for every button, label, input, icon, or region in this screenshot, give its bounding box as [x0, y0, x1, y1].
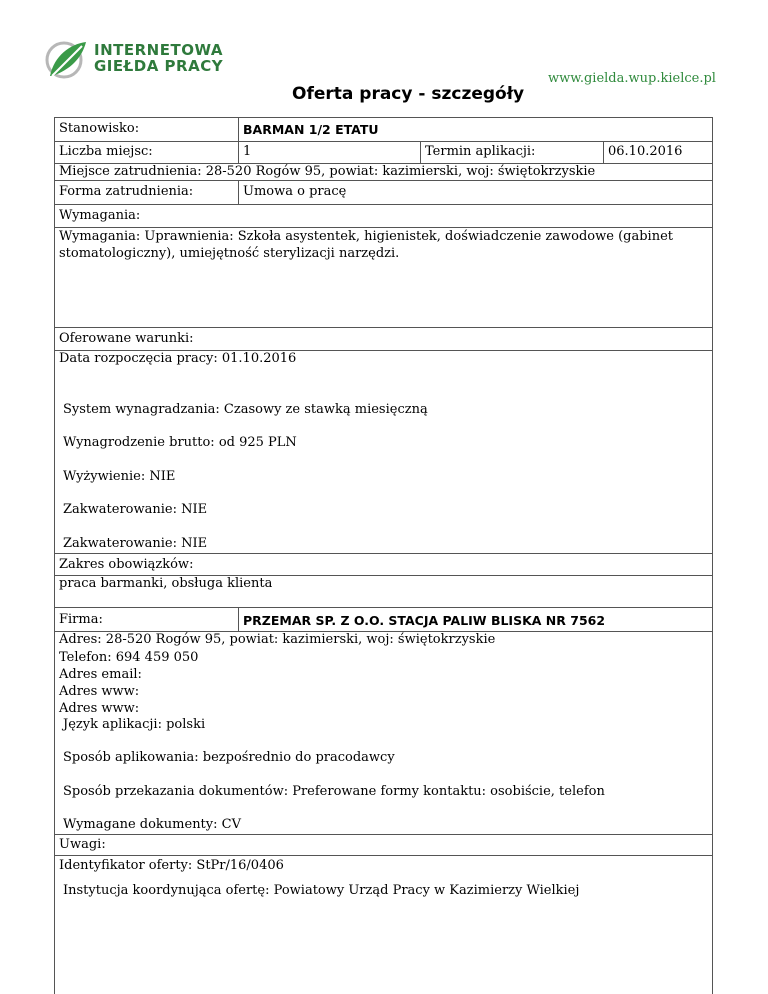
logo-line1: INTERNETOWA [94, 41, 223, 59]
uwagi-label: Uwagi: [59, 837, 106, 852]
liczba-value: 1 [243, 144, 252, 159]
warunki-label: Oferowane warunki: [59, 331, 194, 346]
col-divider [420, 141, 421, 163]
identyfikator-oferty: Identyfikator oferty: StPr/16/0406 [59, 858, 284, 873]
row-divider [54, 607, 713, 608]
wymagania-line2: stomatologiczny), umiejętność sterylizacji narzędzi. [59, 246, 400, 261]
row-divider [54, 855, 713, 856]
logo [42, 36, 242, 86]
forma-label: Forma zatrudnienia: [59, 184, 194, 199]
wyzywienie: Wyżywienie: NIE [63, 469, 176, 484]
firma-www: Adres www: [59, 701, 140, 716]
zakres-label: Zakres obowiązków: [59, 557, 194, 572]
forma-value: Umowa o pracę [243, 184, 347, 199]
firma-value: PRZEMAR SP. Z O.O. STACJA PALIW BLISKA NR 7562 [243, 613, 606, 628]
row-divider [54, 204, 713, 205]
firma-www: Adres www: [59, 684, 140, 699]
data-rozpoczecia: Data rozpoczęcia pracy: 01.10.2016 [59, 351, 297, 366]
sposob-przekazania: Sposób przekazania dokumentów: Preferowane formy kontaktu: osobiście, telefon [63, 784, 605, 799]
site-url[interactable]: www.gielda.wup.kielce.pl [548, 71, 716, 86]
col-divider [238, 180, 239, 204]
termin-value: 06.10.2016 [608, 144, 683, 159]
row-divider [54, 553, 713, 554]
jezyk-aplikacji: Język aplikacji: polski [63, 717, 206, 732]
row-divider [54, 141, 713, 142]
stanowisko-value: BARMAN 1/2 ETATU [243, 122, 379, 137]
row-divider [54, 117, 713, 118]
firma-email: Adres email: [59, 667, 142, 682]
wymagania-label: Wymagania: [59, 208, 141, 223]
logo-leaf-icon [42, 36, 92, 86]
table-border-left [54, 117, 55, 994]
zakwaterowanie: Zakwaterowanie: NIE [63, 502, 208, 517]
col-divider [238, 607, 239, 631]
row-divider [54, 834, 713, 835]
wymagania-line1: Wymagania: Uprawnienia: Szkoła asystentek, higienistek, doświadczenie zawodowe (gabinet [59, 229, 673, 244]
liczba-label: Liczba miejsc: [59, 144, 153, 159]
miejsce-zatrudnienia: Miejsce zatrudnienia: 28-520 Rogów 95, powiat: kazimierski, woj: świętokrzyskie [59, 164, 596, 179]
sposob-aplikowania: Sposób aplikowania: bezpośrednio do pracodawcy [63, 750, 395, 765]
page-title: Oferta pracy - szczegóły [292, 84, 525, 104]
row-divider [54, 180, 713, 181]
firma-label: Firma: [59, 612, 103, 627]
table-border-right [712, 117, 713, 994]
logo-line2: GIEŁDA PRACY [94, 57, 224, 75]
stanowisko-label: Stanowisko: [59, 121, 140, 136]
col-divider [238, 117, 239, 163]
zakwaterowanie: Zakwaterowanie: NIE [63, 536, 208, 551]
zakres-value: praca barmanki, obsługa klienta [59, 576, 273, 591]
firma-telefon: Telefon: 694 459 050 [59, 650, 199, 665]
termin-label: Termin aplikacji: [425, 144, 536, 159]
instytucja-koordynujaca: Instytucja koordynująca ofertę: Powiatowy Urząd Pracy w Kazimierzy Wielkiej [63, 883, 580, 898]
system-wynagradzania: System wynagradzania: Czasowy ze stawką miesięczną [63, 402, 428, 417]
firma-adres: Adres: 28-520 Rogów 95, powiat: kazimierski, woj: świętokrzyskie [59, 632, 496, 647]
row-divider [54, 227, 713, 228]
col-divider [603, 141, 604, 163]
wymagane-dokumenty: Wymagane dokumenty: CV [63, 817, 241, 832]
row-divider [54, 327, 713, 328]
wynagrodzenie: Wynagrodzenie brutto: od 925 PLN [63, 435, 297, 450]
